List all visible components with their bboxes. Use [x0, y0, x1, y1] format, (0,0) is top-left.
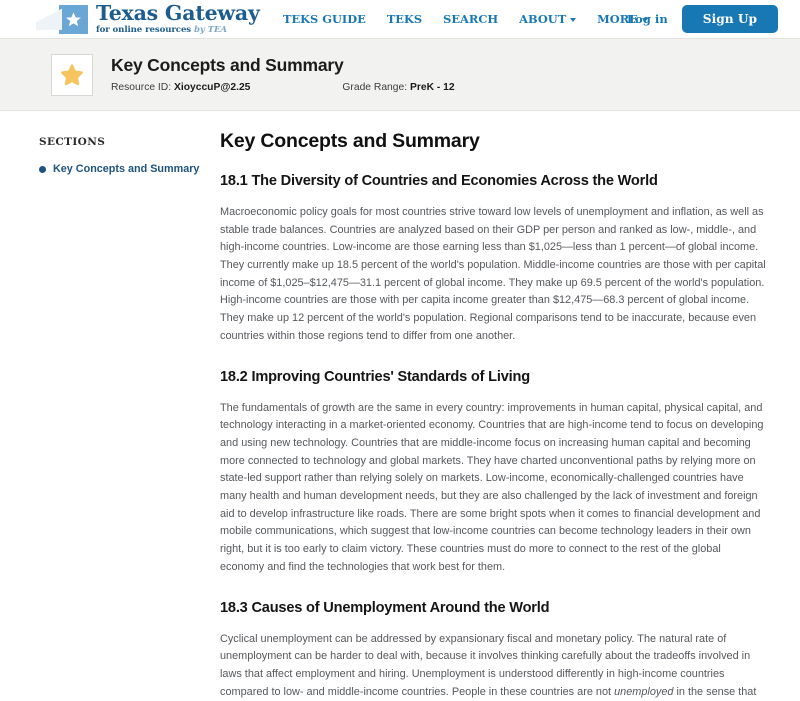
- nav-item-about[interactable]: [519, 12, 576, 26]
- page-body: [0, 111, 800, 701]
- log-in-link[interactable]: Log in: [626, 12, 668, 26]
- logo-subtitle-by: by TEA: [193, 24, 227, 35]
- nav-item-search-label: SEARCH: [443, 12, 499, 26]
- resource-star-box: [51, 54, 93, 96]
- grade-range-field: [342, 82, 454, 93]
- nav-item-search[interactable]: [443, 12, 498, 26]
- section-heading-18-2: 18.2 Improving Countries' Standards of Living: [220, 369, 530, 386]
- sidebar-heading: SECTIONS: [39, 136, 106, 148]
- section-body-18-1: Macroeconomic policy goals for most countries strive toward low levels of unemployment and inflation, as well as stable trade balances. Countries are analyzed based on their GDP per person and ranked as low-, middle-, and high-income countries. Low-income are those earning less than $1,025—less than 1 percent—of global income. They currently make up 18.5 percent of the world's population. Middle-income countries are those with per capital income of $1,025–$12,475—31.1 percent of global income. They make up 69.5 percent of the world's population. High-income countries are those with per capita income greater than $12,475—68.3 percent of global income. They make up 12 percent of the world's population. Regional comparisons tend to be inaccurate, because even countries within those regions tend to differ from one another.: [220, 205, 766, 342]
- nav-item-teks[interactable]: [387, 12, 422, 26]
- nav-item-teks-label: TEKS: [386, 12, 423, 26]
- nav-item-about-label: ABOUT: [519, 12, 567, 26]
- top-navigation-bar: [0, 0, 800, 38]
- nav-item-more-label: MORE: [597, 12, 638, 26]
- resource-id-value: XioyccuP@2.25: [173, 82, 251, 94]
- logo-text-block: [96, 3, 260, 34]
- resource-title: Key Concepts and Summary: [111, 54, 344, 75]
- resource-banner: [0, 38, 800, 111]
- logo-subtitle: [96, 26, 260, 35]
- sections-sidebar: [0, 111, 214, 701]
- section-body-18-3: [220, 631, 766, 701]
- nav-item-teks-guide-label: TEKS GUIDE: [283, 12, 366, 26]
- grade-range-value: PreK - 12: [409, 82, 455, 94]
- resource-id-field: [111, 82, 250, 93]
- nav-item-teks-guide[interactable]: [283, 12, 366, 26]
- logo-title: Texas Gateway: [96, 1, 260, 26]
- section-body-18-3-emphasis: unemployed: [614, 685, 674, 698]
- resource-meta-row: [111, 82, 455, 93]
- section-body-18-3-part2: in the sense that: [673, 685, 757, 698]
- chevron-down-icon: [570, 18, 576, 22]
- sign-up-button[interactable]: Sign Up: [682, 5, 778, 33]
- section-heading-18-3: 18.3 Causes of Unemployment Around the World: [220, 600, 550, 617]
- sidebar-item-key-concepts-and-summary[interactable]: [39, 163, 214, 176]
- primary-nav-links: [283, 0, 648, 38]
- main-content: [214, 111, 800, 701]
- logo-star-badge: [59, 5, 88, 34]
- section-heading-18-1: 18.1 The Diversity of Countries and Economies Across the World: [220, 173, 658, 190]
- logo-subtitle-main: for online resources: [96, 24, 192, 35]
- section-body-18-2: The fundamentals of growth are the same in every country: improvements in human capital, physical capital, and technology interacting in a market-oriented economy. Countries that are high-income tend to focus on developing and using new technology. Countries that are middle-income focus on increasing human capital and becoming more connected to technology and global markets. They have charted unconventional paths by relying more on state-led support rather than relying solely on markets. Low-income, economically-challenged countries have many health and human development needs, but they are also challenged by the lack of investment and foreign aid to develop infrastructure like roads. There are some bright spots when it comes to financial development and mobile communications, which suggest that low-income countries can become technology leaders in their own right, but it is too early to claim victory. These countries must do more to connect to the rest of the global economy and find the technologies that work best for them.: [220, 401, 764, 573]
- nav-account-actions: [627, 0, 778, 38]
- section-body-18-3-part1: Cyclical unemployment can be addressed by expansionary fiscal and monetary policy. The natural rate of unemployment can be harder to deal with, because it involves thinking carefully about the tradeoffs involved in laws that affect employment and hiring. Unemployment is understood differently in high-income countries compared to low- and middle-income countries. People in these countries are not: [220, 632, 751, 698]
- star-icon: [59, 62, 85, 88]
- site-logo[interactable]: [36, 3, 260, 34]
- star-icon: [65, 11, 82, 28]
- grade-range-label: Grade Range:: [342, 82, 408, 94]
- bullet-icon: [39, 166, 46, 173]
- resource-meta-block: [111, 56, 455, 93]
- page-title: Key Concepts and Summary: [220, 130, 480, 152]
- sidebar-item-label: Key Concepts and Summary: [53, 163, 200, 175]
- resource-id-label: Resource ID:: [111, 82, 172, 94]
